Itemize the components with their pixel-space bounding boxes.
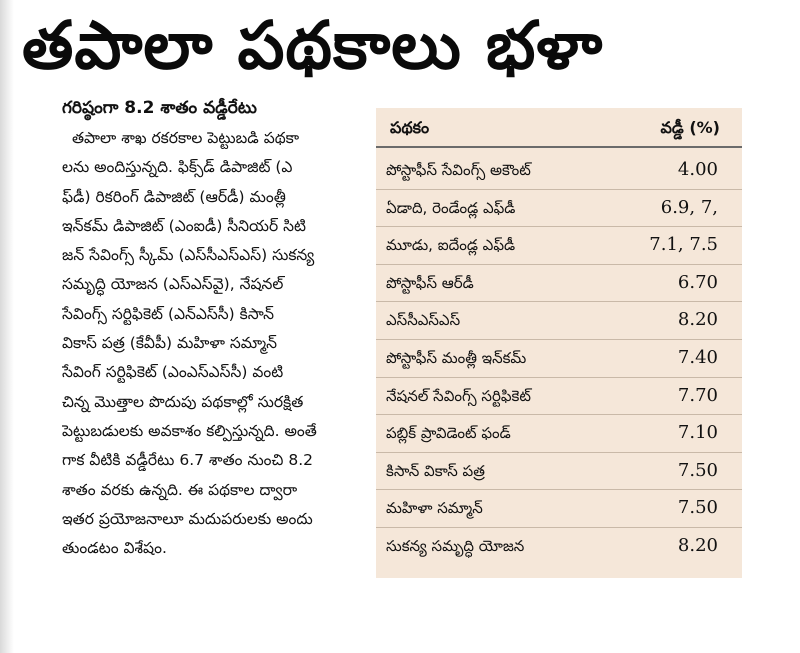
scheme-name: మహిళా సమ్మాన్ (386, 499, 483, 518)
scheme-name: పోస్టాఫీస్ ఆర్‌డీ (386, 273, 474, 292)
scheme-name: ఏడాది, రెండేండ్ల ఎఫ్‌డీ (386, 198, 516, 217)
table-row (376, 190, 742, 228)
table-body (376, 152, 742, 566)
scheme-name: నేషనల్ సేవింగ్స్ సర్టిఫికెట్ (386, 386, 531, 405)
body-line: సేవింగ్ సర్టిఫికెట్ (ఎంఎస్‌ఎస్‌సీ) వంటి (62, 363, 284, 382)
body-line: ఫ్‌డీ) రికరింగ్ డిపాజిట్ (ఆర్‌డీ) మంత్లీ (62, 187, 286, 206)
table-row (376, 378, 742, 416)
article-headline: తపాలా పథకాలు భళా (22, 7, 604, 84)
article-body (62, 124, 362, 584)
article-subheading: గరిష్ఠంగా 8.2 శాతం వడ్డీరేటు (62, 98, 257, 118)
interest-rate: 6.70 (677, 271, 718, 293)
body-line: జన్ సేవింగ్స్ స్కీమ్ (ఎస్‌సీఎస్‌ఎస్) సుకన్య (62, 246, 315, 265)
interest-rate: 7.50 (677, 459, 718, 481)
column-header-scheme: పథకం (390, 118, 430, 137)
interest-rate: 8.20 (677, 309, 718, 331)
table-row (376, 490, 742, 528)
table-row (376, 528, 742, 566)
column-header-rate: వడ్డీ (%) (660, 118, 720, 137)
interest-rates-table (376, 108, 742, 578)
body-line: వికాస్ పత్ర (కేవీపీ) మహిళా సమ్మాన్ (62, 334, 277, 353)
table-row (376, 453, 742, 491)
interest-rate: 7.70 (677, 384, 718, 406)
scheme-name: సుకన్య సమృద్ధి యోజన (386, 536, 525, 555)
table-header-row (376, 108, 742, 148)
scheme-name: పోస్టాఫీస్ సేవింగ్స్ అకౌంట్ (386, 161, 531, 179)
body-line: గాక వీటికి వడ్డీరేటు 6.7 శాతం నుంచి 8.2 (62, 451, 313, 470)
body-line: ఇతర ప్రయోజనాలూ మదుపరులకు అందు (62, 509, 313, 528)
body-line: చిన్న మొత్తాల పొదుపు పథకాల్లో సురక్షిత (62, 392, 304, 411)
scheme-name: మూడు, ఐదేండ్ల ఎఫ్‌డీ (386, 236, 516, 255)
scheme-name: పోస్టాఫీస్ మంత్లీ ఇన్‌కమ్ (386, 348, 527, 367)
page-edge-shadow (0, 0, 14, 653)
interest-rate: 6.9, 7, (660, 196, 718, 218)
scheme-name: ఎస్‌సీఎస్‌ఎస్ (386, 311, 461, 330)
body-line: ఇన్‌కమ్ డిపాజిట్ (ఎంఐడీ) సీనియర్ సిటి (62, 216, 306, 235)
body-line: సేవింగ్స్ సర్టిఫికెట్ (ఎన్‌ఎస్‌సీ) కిసాన్ (62, 304, 275, 323)
body-line: సమృద్ధి యోజన (ఎస్‌ఎస్‌వై), నేషనల్ (62, 275, 284, 294)
body-line: తపాలా శాఖ రకరకాల పెట్టుబడి పథకా (72, 129, 300, 147)
table-row (376, 415, 742, 453)
interest-rate: 7.1, 7.5 (649, 234, 718, 256)
table-row (376, 152, 742, 190)
table-row (376, 340, 742, 378)
table-row (376, 227, 742, 265)
body-line: తుండటం విశేషం. (62, 539, 167, 558)
table-row (376, 302, 742, 340)
body-line: లను అందిస్తున్నది. ఫిక్స్‌డ్ డిపాజిట్ (ఎ (62, 158, 293, 177)
scheme-name: కిసాన్ వికాస్ పత్ర (386, 461, 485, 480)
scheme-name: పబ్లిక్ ప్రావిడెంట్ ఫండ్ (386, 424, 511, 443)
table-row (376, 265, 742, 303)
interest-rate: 7.40 (677, 346, 718, 368)
interest-rate: 7.10 (677, 422, 718, 444)
body-line: పెట్టుబడులకు అవకాశం కల్పిస్తున్నది. అంతే (62, 421, 317, 440)
interest-rate: 8.20 (677, 534, 718, 556)
interest-rate: 7.50 (677, 497, 718, 519)
body-line: శాతం వరకు ఉన్నది. ఈ పథకాల ద్వారా (62, 480, 298, 499)
interest-rate: 4.00 (677, 159, 718, 180)
